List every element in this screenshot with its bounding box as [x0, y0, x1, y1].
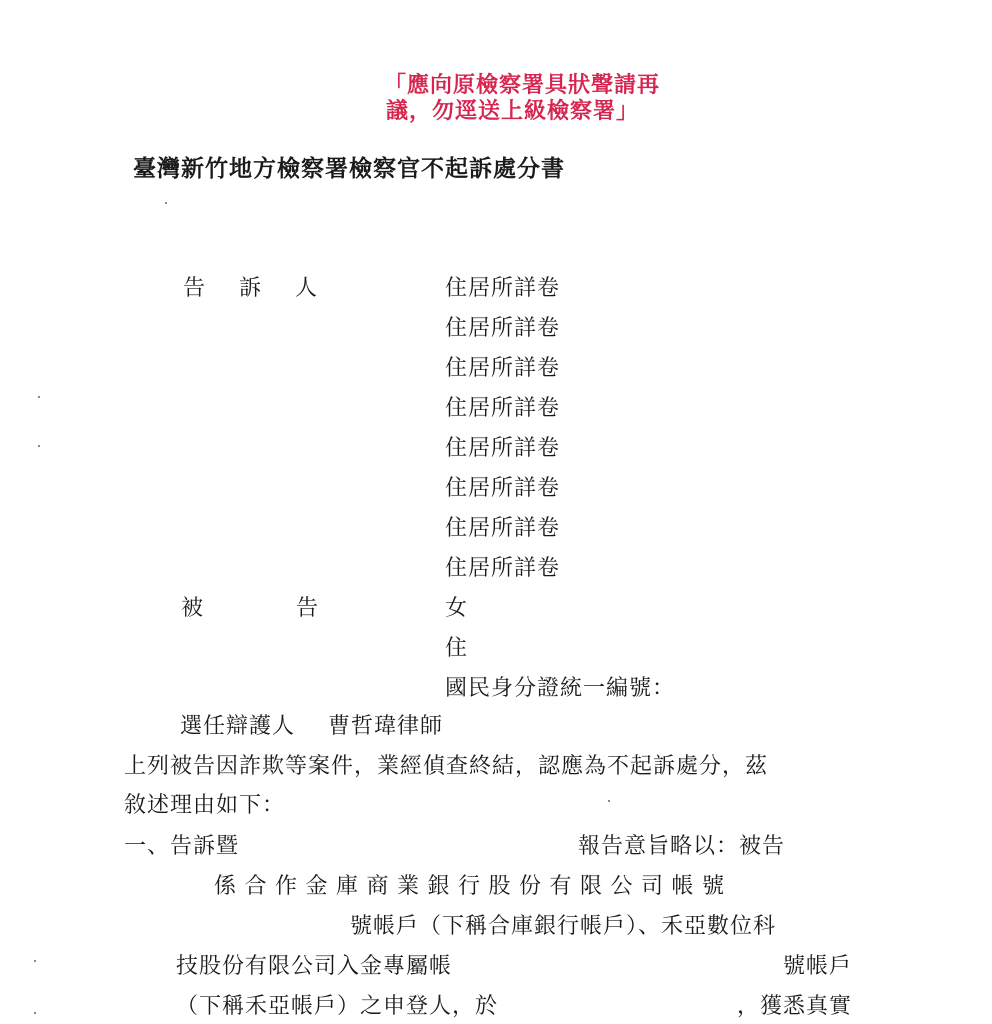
section1-line2: 係合作金庫商業銀行股份有限公司帳號 [214, 874, 733, 899]
scan-speck [34, 1012, 36, 1014]
counsel-name: 曹哲瑋律師 [328, 714, 444, 739]
intro-line-1: 上列被告因詐欺等案件，業經偵查終結，認應為不起訴處分，茲 [124, 754, 769, 779]
complainant-address: 住居所詳卷 [445, 396, 561, 421]
defendant-label: 被告 [181, 596, 412, 621]
intro-line-2: 敘述理由如下： [124, 793, 286, 818]
complainant-address: 住居所詳卷 [445, 476, 561, 501]
section1-line1-cont: 報告意旨略以：被告 [578, 834, 786, 859]
section1-line3: 號帳戶（下稱合庫銀行帳戶）、禾亞數位科 [350, 914, 777, 939]
defendant-gender: 女 [445, 596, 469, 621]
complainant-address: 住居所詳卷 [445, 356, 561, 381]
section1-line4-end: 號帳戶 [783, 954, 853, 979]
scan-speck [34, 960, 36, 962]
scan-speck [38, 445, 40, 447]
complainant-address: 住居所詳卷 [445, 436, 561, 461]
section1-heading: 一、告訴暨 [124, 834, 240, 859]
complainant-address: 住居所詳卷 [445, 516, 561, 541]
scan-speck [165, 202, 167, 204]
section1-line5-end: ，獲悉真實 [737, 994, 853, 1019]
scan-speck [38, 396, 40, 398]
document-title: 臺灣新竹地方檢察署檢察官不起訴處分書 [133, 155, 565, 182]
complainant-label: 告訴人 [183, 276, 352, 301]
counsel-label: 選任辯護人 [180, 714, 296, 739]
complainant-address: 住居所詳卷 [445, 556, 561, 581]
complainant-address: 住居所詳卷 [445, 276, 561, 301]
section1-line5-start: （下稱禾亞帳戶）之申登人，於 [176, 994, 499, 1019]
defendant-residence: 住 [445, 636, 469, 661]
scan-speck [608, 800, 610, 802]
defendant-id-label: 國民身分證統一編號： [445, 676, 676, 701]
section1-line4-start: 技股份有限公司入金專屬帳 [176, 954, 453, 979]
stamp-line-1: 「應向原檢察署具狀聲請再 [384, 72, 661, 98]
stamp-line-2: 議，勿逕送上級檢察署」 [386, 98, 640, 124]
complainant-address: 住居所詳卷 [445, 316, 561, 341]
